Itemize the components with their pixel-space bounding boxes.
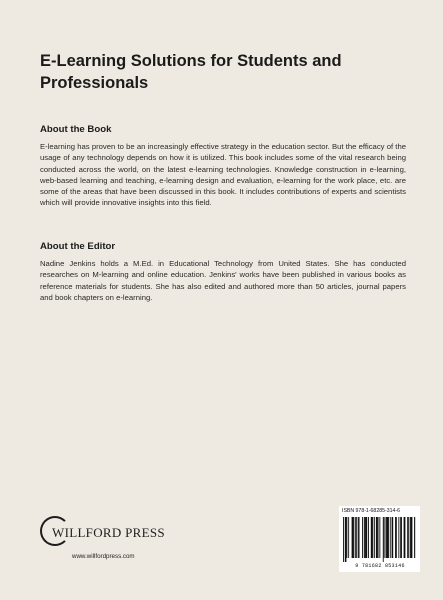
about-editor-text: Nadine Jenkins holds a M.Ed. in Educational Technology from United States. She has conducted researches on M-learning and online education. Jenkins' works have been published in various books as reference materials for students. She has also edited and authored more than 50 articles, journal papers and book chapters on e-learning. <box>40 259 406 302</box>
barcode-bar <box>386 517 388 558</box>
barcode-bar <box>352 517 353 558</box>
barcode-bar <box>400 517 401 558</box>
barcode-bar <box>407 517 409 558</box>
barcode-bar <box>405 517 406 558</box>
barcode-bar <box>410 517 411 558</box>
barcode-bar <box>383 517 384 562</box>
barcode-bar <box>353 517 354 558</box>
barcode-bar <box>355 517 357 558</box>
barcode-bar <box>401 517 402 558</box>
book-title: E-Learning Solutions for Students and Professionals <box>40 52 342 92</box>
barcode-bar <box>411 517 412 558</box>
about-book-text: E-learning has proven to be an increasingly effective strategy in the education sector. But the efficacy of the usage of any technology depends on how it is utilized. This book includes some of the vital research being conducted across the world, on the latest e-learning technologies. Knowledge construction in e-learning, web-based learning and teaching, e-learning design and evaluation, e-learning for the work place, etc. are some of the areas that have been discussed in this book. It includes contributions of experts and scientists which will provide innovative insights into this field. <box>40 142 406 208</box>
barcode-bar <box>390 517 391 558</box>
barcode-bar <box>379 517 380 558</box>
barcode-bar <box>365 517 366 558</box>
barcode-bar <box>378 517 379 558</box>
barcode-bar <box>346 517 347 558</box>
publisher-url: www.willfordpress.com <box>72 553 135 560</box>
barcode-bar <box>388 517 389 558</box>
barcode-bar <box>414 517 415 558</box>
publisher-logo <box>40 516 170 566</box>
barcode-bar <box>386 517 387 558</box>
publisher-name: WILLFORD PRESS <box>52 525 165 540</box>
barcode-bar <box>395 517 396 558</box>
barcode-bar <box>348 517 349 558</box>
barcode-bar <box>353 517 354 558</box>
barcode-bar <box>359 517 360 558</box>
barcode-bar <box>366 517 368 558</box>
barcode-icon <box>343 517 416 562</box>
barcode-bar <box>343 517 344 562</box>
barcode-bar <box>345 517 347 562</box>
barcode-bar <box>376 517 378 558</box>
barcode-bar <box>396 517 397 558</box>
barcode-bar <box>358 517 359 558</box>
barcode-bar <box>364 517 365 558</box>
barcode-bar <box>384 517 385 558</box>
about-editor-heading: About the Editor <box>40 241 116 252</box>
barcode-bar <box>392 517 394 558</box>
barcode-bar <box>371 517 373 558</box>
isbn-text: ISBN 978-1-68285-314-6 <box>342 508 400 514</box>
barcode-bar <box>398 517 399 558</box>
barcode-box <box>339 506 420 572</box>
barcode-bar <box>368 517 369 558</box>
barcode-bar <box>362 517 363 558</box>
about-book-heading: About the Book <box>40 124 112 135</box>
barcode-bar <box>412 517 413 558</box>
barcode-digits: 9 781682 853146 <box>355 563 405 569</box>
barcode-bar <box>404 517 405 558</box>
barcode-bar <box>372 517 373 558</box>
barcode-bar <box>374 517 375 558</box>
